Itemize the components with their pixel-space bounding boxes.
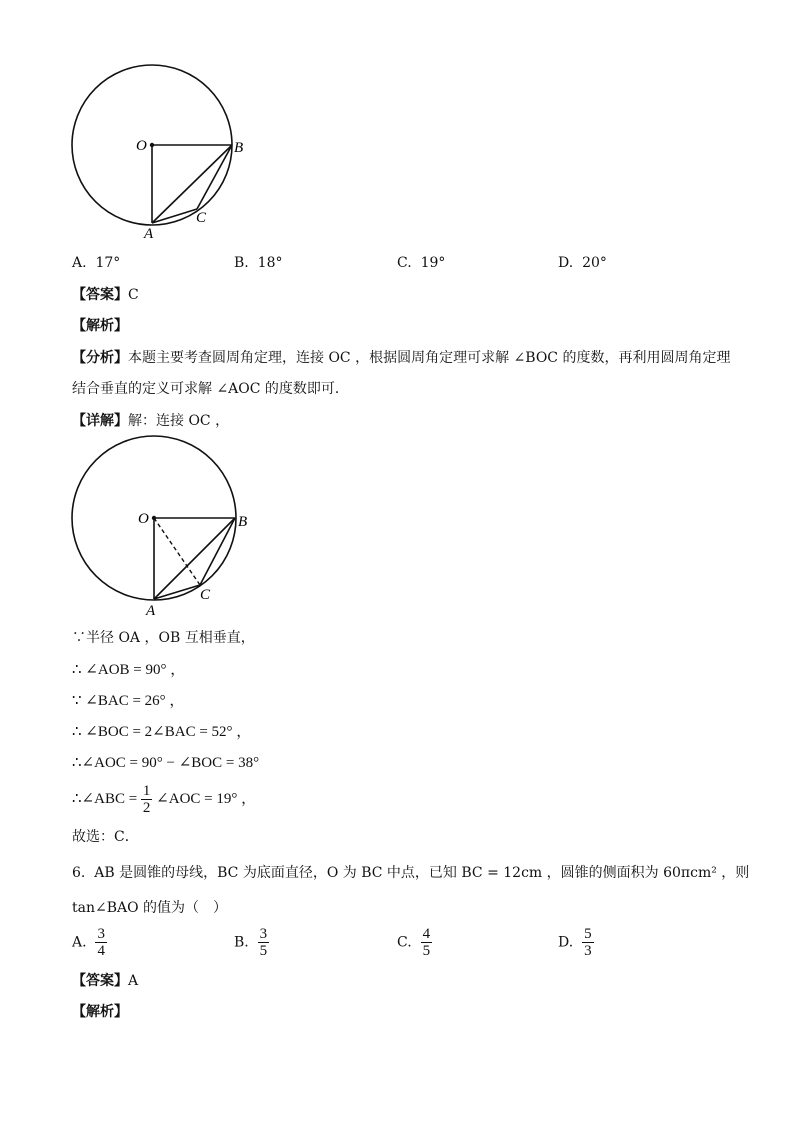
fraction-denominator: 5 bbox=[422, 943, 431, 959]
step-2 bbox=[72, 661, 185, 679]
point-o bbox=[152, 516, 156, 520]
detail-text: 解：连接 OC ， bbox=[128, 413, 230, 429]
question-text-2: tan∠BAO 的值为（ ） bbox=[72, 900, 228, 916]
fraction-denominator: 3 bbox=[584, 943, 592, 959]
step-text: ∵半径 OA ，OB 互相垂直， bbox=[72, 630, 255, 646]
option-fraction bbox=[258, 926, 270, 959]
segment-bc bbox=[197, 145, 232, 209]
step-1 bbox=[72, 629, 255, 647]
step-text: ∠AOC = 19° ， bbox=[156, 791, 257, 807]
label-a: A bbox=[144, 226, 154, 242]
analysis-text-2: 结合垂直的定义可求解 ∠AOC 的度数即可． bbox=[72, 381, 349, 397]
option-fraction bbox=[95, 926, 107, 959]
fraction-denominator: 5 bbox=[259, 943, 268, 959]
fraction-numerator: 3 bbox=[97, 926, 105, 942]
answer-value: C bbox=[128, 287, 139, 303]
q6-jiexi bbox=[72, 1003, 128, 1021]
q6-option-c bbox=[397, 926, 432, 959]
detail-tag: 【详解】 bbox=[72, 413, 128, 429]
fraction-one-half bbox=[141, 783, 153, 816]
step-4 bbox=[72, 723, 251, 741]
option-value: 17° bbox=[95, 255, 121, 271]
label-b: B bbox=[238, 514, 248, 530]
fraction-numerator: 3 bbox=[259, 926, 268, 942]
q5-jiexi bbox=[72, 317, 128, 335]
label-c: C bbox=[200, 587, 211, 603]
option-letter: C. bbox=[397, 934, 412, 951]
step-7 bbox=[72, 828, 139, 846]
analysis-tag: 【分析】 bbox=[72, 350, 128, 366]
step-text: ∴ ∠AOB = 90° ， bbox=[72, 662, 186, 678]
fraction-denominator: 2 bbox=[142, 800, 151, 817]
step-3 bbox=[72, 692, 184, 710]
fraction-denominator: 4 bbox=[97, 943, 105, 959]
fraction-numerator: 5 bbox=[584, 926, 592, 942]
option-letter: B. bbox=[234, 934, 249, 951]
option-value: 18° bbox=[257, 255, 283, 271]
option-letter: B. bbox=[234, 255, 249, 271]
step-text: 故选：C． bbox=[72, 829, 139, 845]
option-fraction bbox=[582, 926, 594, 959]
analysis-text-1: 本题主要考查圆周角定理，连接 OC ，根据圆周角定理可求解 ∠BOC 的度数，再利用圆周角定理 bbox=[128, 350, 731, 366]
q6-option-b bbox=[234, 926, 269, 959]
label-b: B bbox=[234, 140, 244, 156]
q6-line-2 bbox=[72, 899, 227, 917]
fraction-numerator: 1 bbox=[142, 783, 151, 800]
q5-option-c bbox=[397, 255, 445, 271]
detail-line bbox=[72, 412, 229, 430]
step-5 bbox=[72, 754, 259, 772]
step-text: ∵ ∠BAC = 26° ， bbox=[72, 693, 185, 709]
point-o bbox=[150, 143, 154, 147]
jiexi-tag: 【解析】 bbox=[72, 318, 128, 334]
step-text: ∴∠AOC = 90° − ∠BOC = 38° bbox=[72, 755, 260, 771]
option-value: 20° bbox=[582, 255, 607, 271]
q5-option-b bbox=[234, 255, 282, 271]
step-6 bbox=[72, 781, 256, 817]
fraction-numerator: 4 bbox=[422, 926, 431, 942]
option-letter: D. bbox=[558, 255, 574, 271]
q6-option-a bbox=[72, 926, 107, 959]
question-text-1: AB 是圆锥的母线，BC 为底面直径，O 为 BC 中点，已知 BC = 12cm ，圆锥的侧面积为 60πcm² ，则 bbox=[94, 865, 750, 881]
figure-circle-1 bbox=[60, 60, 260, 245]
analysis-line-1 bbox=[72, 349, 730, 367]
option-letter: D. bbox=[558, 934, 574, 951]
q5-option-d bbox=[558, 255, 607, 271]
analysis-line-2 bbox=[72, 380, 349, 398]
label-c: C bbox=[196, 210, 207, 226]
option-letter: A. bbox=[72, 934, 87, 951]
answer-tag: 【答案】 bbox=[72, 973, 128, 989]
label-o: O bbox=[136, 138, 147, 154]
label-o: O bbox=[138, 511, 149, 527]
option-value: 19° bbox=[420, 255, 446, 271]
step-text: ∴∠ABC = bbox=[72, 791, 138, 807]
option-letter: A. bbox=[72, 255, 87, 271]
option-fraction bbox=[421, 926, 433, 959]
answer-tag: 【答案】 bbox=[72, 287, 128, 303]
answer-value: A bbox=[128, 973, 139, 989]
q5-option-a bbox=[72, 255, 120, 271]
step-text: ∴ ∠BOC = 2∠BAC = 52° ， bbox=[72, 724, 252, 740]
segment-bc bbox=[200, 518, 235, 585]
figure-circle-2 bbox=[60, 435, 270, 620]
q6-line-1 bbox=[72, 864, 749, 882]
label-a: A bbox=[146, 603, 156, 619]
q6-answer bbox=[72, 972, 138, 990]
question-number: 6. bbox=[72, 865, 86, 881]
option-letter: C. bbox=[397, 255, 412, 271]
jiexi-tag: 【解析】 bbox=[72, 1004, 128, 1020]
q5-answer bbox=[72, 286, 139, 304]
q6-option-d bbox=[558, 926, 594, 959]
